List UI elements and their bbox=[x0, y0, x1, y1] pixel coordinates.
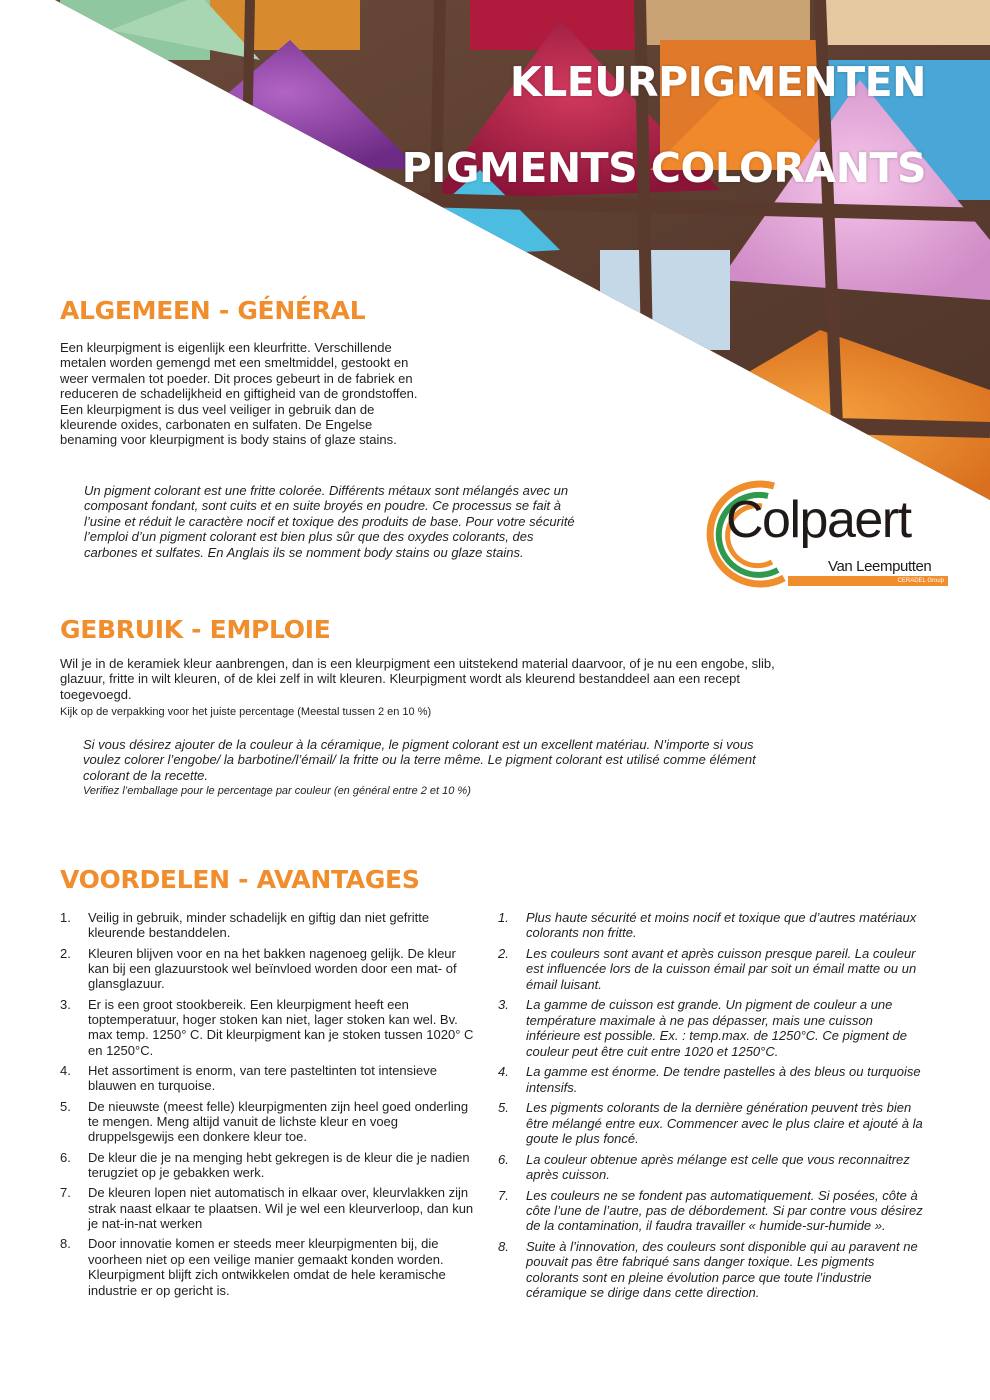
list-item: 1. Plus haute sécurité et moins nocif et toxique que d’autres matériaux colorants non fritte. bbox=[498, 910, 917, 941]
general-text-nl: Een kleurpigment is eigenlijk een kleurfritte. Verschillende metalen worden gemengd met een smeltmiddel, gestookt en weer vermalen tot poeder. Dit proces gebeurt in de fabriek en reduceren de schadelijkheid en giftigheid van de grondstoffen. Een kleurpigment is dus veel veiliger in gebruik dan de kleurende oxides, carbonaten en sulfaten. De Engelse benaming voor kleurpigment is body stains of glaze stains. bbox=[60, 340, 418, 448]
logo-subtitle: Van Leemputten bbox=[828, 558, 932, 575]
colpaert-logo bbox=[688, 474, 950, 592]
list-item: 7. Les couleurs ne se fondent pas automatiquement. Si posées, côte à côte l’une de l’autre, pas de débordement. Si par contre vous désirez de la contamination, il faudra travailler « humide-sur-humide ». bbox=[498, 1187, 923, 1234]
section-title-usage: GEBRUIK - EMPLOIE bbox=[60, 615, 331, 644]
list-item: 2. Kleuren blijven voor en na het bakken nagenoeg gelijk. De kleur kan bij een glazuurstook wel beïnvloed worden door een mat- of glansglazuur. bbox=[60, 945, 457, 992]
section-title-advantages: VOORDELEN - AVANTAGES bbox=[60, 865, 420, 894]
logo-name: Colpaert bbox=[726, 491, 911, 549]
usage-text-nl: Wil je in de keramiek kleur aanbrengen, dan is een kleurpigment een uitstekend material daarvoor, of je nu een engobe, slib, glazuur, fritte in wilt kleuren, of de klei zelf in wilt kleuren. Kleurpigment wordt als kleurend bestanddeel aan een recept toegevoegd. bbox=[60, 656, 775, 702]
list-item: 8. Door innovatie komen er steeds meer kleurpigmenten bij, die voorheen niet op een veilige manier gemaakt konden worden. Kleurpigment blijft zich ontwikkelen omdat de hele keramische industrie er op gericht is. bbox=[60, 1236, 446, 1298]
hero-title-nl: KLEURPIGMENTEN bbox=[509, 58, 926, 106]
section-title-general: ALGEMEEN - GÉNÉRAL bbox=[60, 296, 366, 325]
list-item: 5. De nieuwste (meest felle) kleurpigmenten zijn heel goed onderling te mengen. Meng altijd vanuit de lichste kleur en voeg druppelsgewijs een donkere kleur toe. bbox=[60, 1098, 469, 1145]
list-item: 5. Les pigments colorants de la dernière génération peuvent très bien être mélangé entre eux. Commencer avec le plus claire et ajouté à la goute le plus foncé. bbox=[498, 1100, 923, 1147]
logo-group: CERADEL Group bbox=[897, 578, 944, 584]
usage-note-nl: Kijk op de verpakking voor het juiste percentage (Meestal tussen 2 en 10 %) bbox=[60, 706, 432, 718]
list-item: 7. De kleuren lopen niet automatisch in elkaar over, kleurvlakken zijn strak naast elkaar te plaatsen. Wil je wel een kleurverloop, dan kun je nat-in-nat werken bbox=[60, 1185, 474, 1232]
advantages-list-fr bbox=[498, 910, 930, 1306]
list-item: 2. Les couleurs sont avant et après cuisson presque pareil. La couleur est influencée lors de la cuisson émail par soit un émail matte ou un émail luisant. bbox=[498, 946, 917, 992]
list-item: 8. Suite à l’innovation, des couleurs sont disponible qui au paravent ne pouvait pas être fabriqué sans danger toxique. Les pigments colorants sont en pleine évolution parce que toute l’industrie céramique se dirige dans cette direction. bbox=[498, 1239, 918, 1301]
logo-bar bbox=[788, 576, 948, 586]
list-item: 3. La gamme de cuisson est grande. Un pigment de couleur a une température maximale à ne pas dépasser, mais une cuisson inférieure est possible. Ex. : temp.max. de 1250°C. Ce pigment de couleur peut être cuit entre 1020 et 1250°C. bbox=[498, 997, 907, 1059]
usage-text-fr: Si vous désirez ajouter de la couleur à la céramique, le pigment colorant est un excellent matériau. N’importe si vous voulez colorer l’engobe/ la barbotine/l’émail/ la fritte ou la terre même. Le pigment colorant est utilisé comme élément colorant de la recette. bbox=[83, 737, 756, 783]
usage-note-fr: Verifiez l’emballage pour le percentage par couleur (en général entre 2 et 10 %) bbox=[83, 785, 471, 797]
list-item: 6. La couleur obtenue après mélange est celle que vous reconnaitrez après cuisson. bbox=[498, 1151, 910, 1183]
general-text-fr: Un pigment colorant est une fritte colorée. Différents métaux sont mélangés avec un composant fondant, sont cuits et en suite broyés en poudre. Ce processus se fait à l’usine et réduit le caractère nocif et toxique des produits de base. Pour votre sécurité l’emploi d’un pigment colorant est bien plus sûr que des oxydes colorants, des carbones et sulfates. En Anglais ils se nomment body stains ou glaze stains. bbox=[84, 483, 575, 560]
advantages-list-nl bbox=[60, 910, 478, 1303]
list-item: 6. De kleur die je na menging hebt gekregen is de kleur die je nadien terugziet op je gebakken werk. bbox=[60, 1149, 470, 1181]
list-item: 1. Veilig in gebruik, minder schadelijk en giftig dan niet gefritte kleurende bestanddelen. bbox=[60, 910, 430, 941]
hero-title-fr: PIGMENTS COLORANTS bbox=[401, 144, 926, 192]
list-item: 3. Er is een groot stookbereik. Een kleurpigment heeft een toptemperatuur, hoger stoken kan niet, lager stoken kan wel. Bv. max temp. 1250° C. Dit kleurpigment kan je stoken tussen 1020° C en 1250°C. bbox=[60, 996, 474, 1058]
list-item: 4. Het assortiment is enorm, van tere pasteltinten tot intensieve blauwen en turquoise. bbox=[60, 1063, 438, 1094]
list-item: 4. La gamme est énorme. De tendre pastelles à des bleus ou turquoise intensifs. bbox=[498, 1064, 921, 1095]
